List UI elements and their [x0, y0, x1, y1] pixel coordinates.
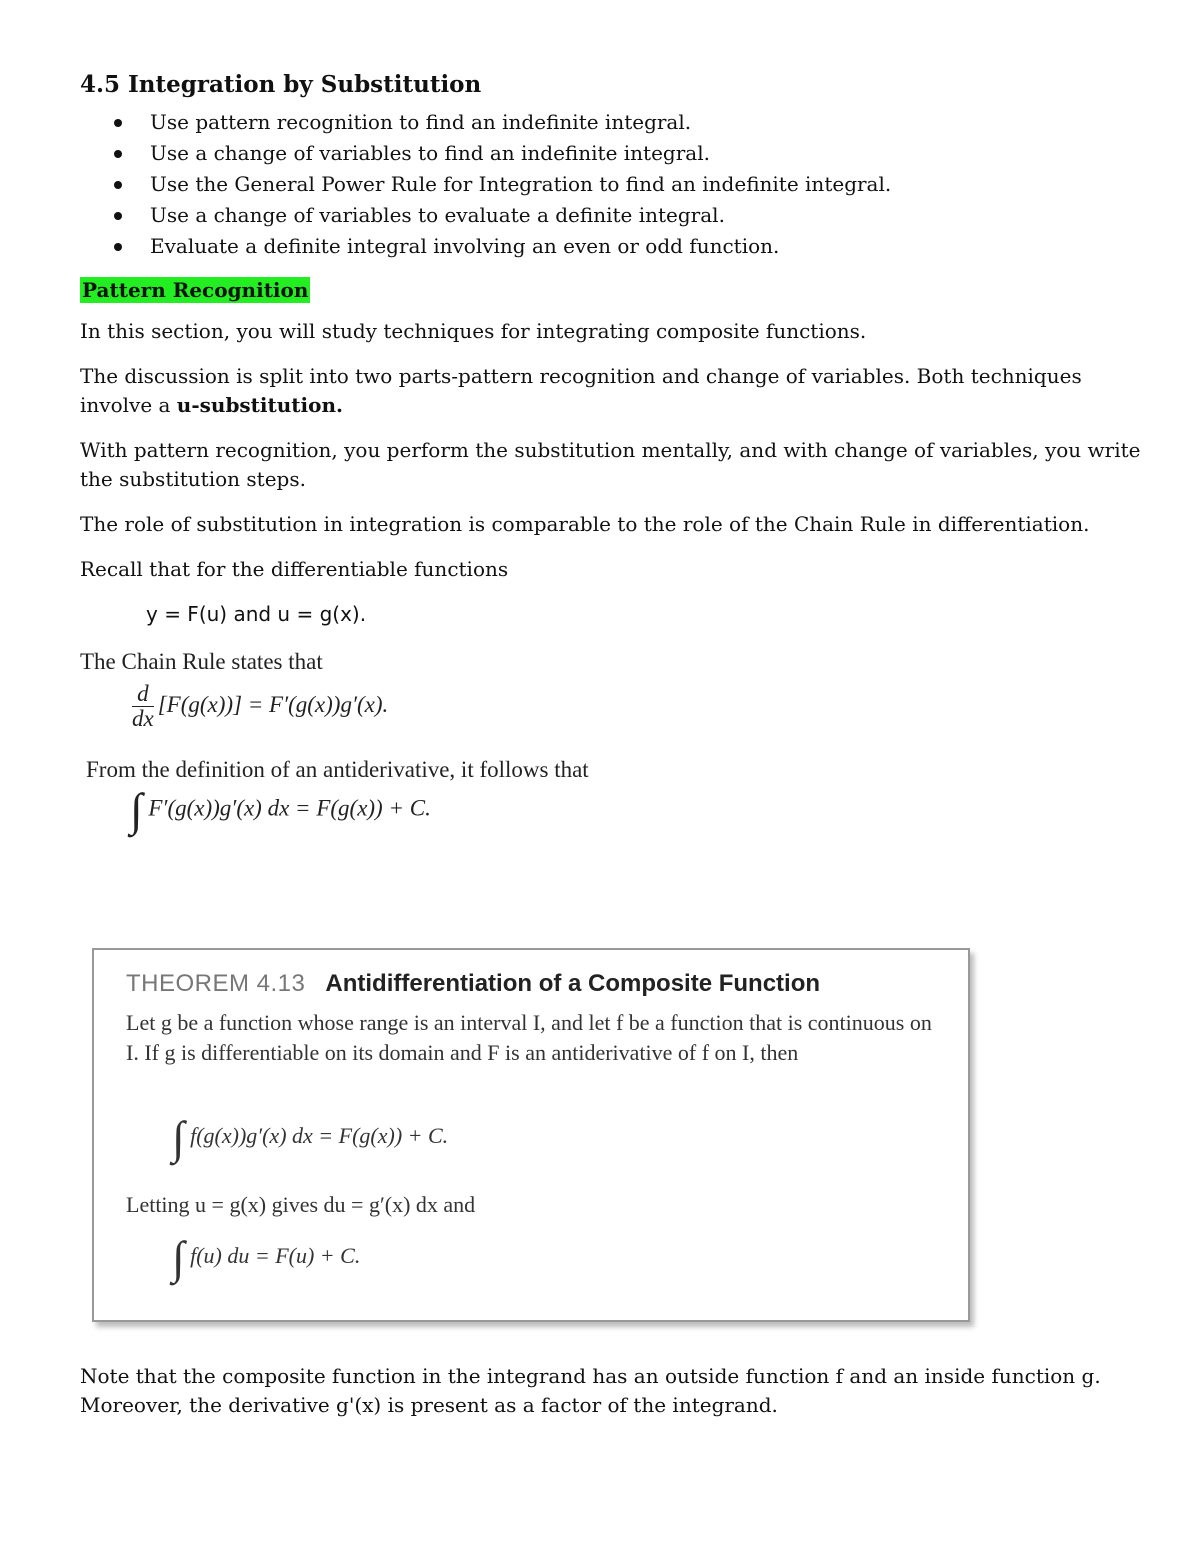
integral-icon: ∫ — [172, 1232, 185, 1283]
paragraph-discussion: The discussion is split into two parts-pattern recognition and change of variables. Both techniques involve a u-substitution. — [80, 364, 1082, 417]
list-item: Use a change of variables to evaluate a definite integral. — [150, 200, 1150, 231]
paragraph-intro: In this section, you will study techniques for integrating composite functions. — [80, 319, 867, 343]
paragraph-recall: Recall that for the differentiable functions — [80, 557, 509, 581]
paragraph-role: The role of substitution in integration is comparable to the role of the Chain Rule in differentiation. — [80, 512, 1090, 536]
paragraph-pattern: With pattern recognition, you perform the substitution mentally, and with change of variables, you write the substitution steps. — [80, 438, 1141, 491]
theorem-equation-1: ∫ f(g(x))g′(x) dx = F(g(x)) + C. — [172, 1112, 449, 1163]
equation-functions: y = F(u) and u = g(x). — [146, 602, 367, 626]
list-item: Evaluate a definite integral involving an even or odd function. — [150, 231, 1150, 262]
theorem-box — [92, 948, 970, 1322]
section-heading: Pattern Recognition — [82, 278, 309, 302]
chain-rule-intro: The Chain Rule states that — [80, 649, 323, 674]
chain-rule-equation: $\frac{d}{dx}$ [F(g(x))] = F′(g(x))g′(x). — [132, 681, 389, 731]
objectives-list — [80, 107, 1150, 262]
bullet-icon — [114, 243, 122, 251]
bullet-icon — [114, 119, 122, 127]
list-item: Use a change of variables to find an indefinite integral. — [150, 138, 1150, 169]
u-substitution-term: u-substitution. — [176, 393, 343, 417]
document-body — [80, 70, 1150, 835]
bullet-icon — [114, 212, 122, 220]
theorem-title: Antidifferentiation of a Composite Function — [325, 970, 821, 997]
antiderivative-equation: ∫ F′(g(x))g′(x) dx = F(g(x)) + C. — [130, 784, 431, 835]
bullet-icon — [114, 150, 122, 158]
theorem-number: THEOREM 4.13 — [126, 970, 306, 997]
page-title: 4.5 Integration by Substitution — [80, 71, 482, 98]
note-paragraph: Note that the composite function in the integrand has an outside function f and an inside function g. Moreover, the derivative g'(x) is present as a factor of the integrand. — [80, 1364, 1101, 1417]
integral-icon: ∫ — [172, 1112, 185, 1163]
list-item: Use the General Power Rule for Integration to find an indefinite integral. — [150, 169, 1150, 200]
theorem-header — [126, 970, 820, 998]
bullet-icon — [114, 181, 122, 189]
integral-icon: ∫ — [130, 784, 143, 835]
theorem-statement: Let g be a function whose range is an interval I, and let f be a function that is continuous on I. If g is differentiable on its domain and F is an antiderivative of f on I, then — [126, 1010, 932, 1065]
list-item: Use pattern recognition to find an indefinite integral. — [150, 107, 1150, 138]
theorem-letting: Letting u = g(x) gives du = g′(x) dx and — [126, 1192, 476, 1217]
theorem-equation-2: ∫ f(u) du = F(u) + C. — [172, 1232, 361, 1283]
antiderivative-intro: From the definition of an antiderivative, it follows that — [86, 757, 589, 782]
